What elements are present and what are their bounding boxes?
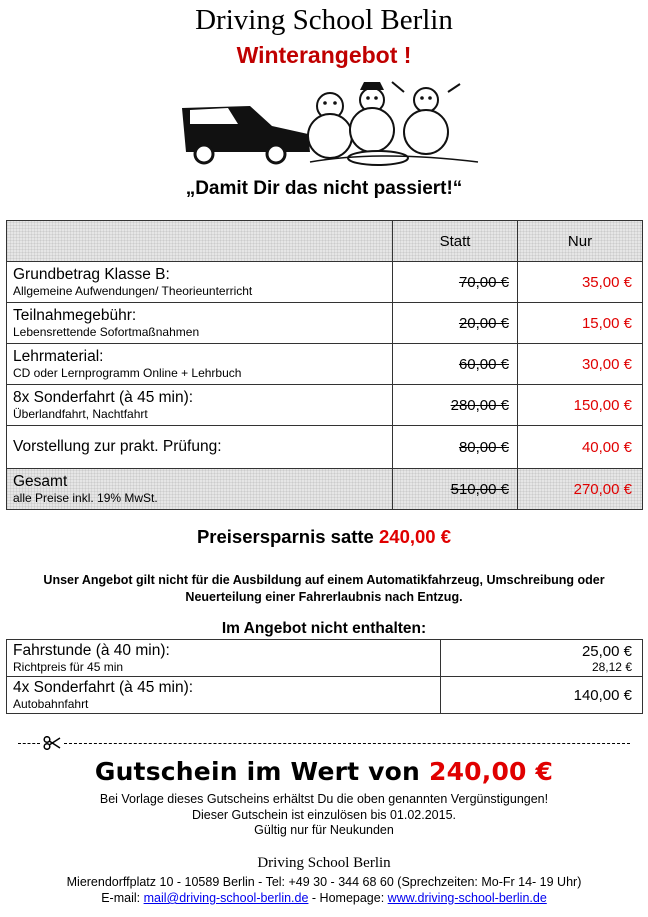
old-price: 280,00 €: [393, 385, 518, 426]
school-title: Driving School Berlin: [195, 4, 453, 36]
item-subtitle: Richtpreis für 45 min: [13, 659, 124, 674]
price-table: [6, 220, 643, 510]
offer-title: Winterangebot !: [236, 42, 412, 68]
item-subtitle: Lebensrettende Sofortmaßnahmen: [13, 324, 200, 339]
header-empty-cell: [7, 221, 393, 262]
voucher-line-1: Bei Vorlage dieses Gutscheins erhältst Du die oben genannten Vergünstigungen!: [99, 792, 549, 806]
voucher-line-2: Dieser Gutschein ist einzulösen bis 01.02.2015.: [191, 807, 457, 822]
savings-label: Preisersparnis satte: [196, 526, 374, 547]
cut-dash-long: [64, 743, 630, 744]
table-row: [7, 385, 643, 426]
cut-line: [18, 736, 630, 750]
new-price: 30,00 €: [518, 344, 643, 385]
footer-address: Mierendorffplatz 10 - 10589 Berlin - Tel: +49 30 - 344 68 60 (Sprechzeiten: Mo-Fr 14- 19 Uhr): [66, 875, 582, 889]
new-price: 150,00 €: [518, 385, 643, 426]
homepage-label: - Homepage:: [311, 891, 385, 905]
table-row: [7, 640, 643, 677]
email-link[interactable]: mail@driving-school-berlin.de: [143, 891, 309, 905]
item-title: 4x Sonderfahrt (à 45 min):: [13, 678, 194, 696]
email-label: E-mail:: [101, 891, 141, 905]
item-title: Fahrstunde (à 40 min):: [13, 641, 170, 659]
table-row: [7, 303, 643, 344]
total-title: Gesamt: [13, 472, 68, 490]
voucher-line-3: Gültig nur für Neukunden: [254, 823, 394, 837]
item-title: Grundbetrag Klasse B:: [13, 265, 170, 283]
column-statt: Statt: [393, 221, 518, 262]
table-row: [7, 262, 643, 303]
homepage-link[interactable]: www.driving-school-berlin.de: [387, 891, 547, 905]
table-row: [7, 677, 643, 714]
footer-contact: [0, 874, 648, 906]
voucher-text: [0, 792, 648, 839]
total-subtitle: alle Preise inkl. 19% MwSt.: [13, 490, 158, 505]
total-new-price: 270,00 €: [518, 469, 643, 510]
new-price: 15,00 €: [518, 303, 643, 344]
total-old-price: 510,00 €: [393, 469, 518, 510]
table-row: [7, 344, 643, 385]
savings-line: [0, 526, 648, 548]
item-subtitle: CD oder Lernprogramm Online + Lehrbuch: [13, 365, 242, 380]
item-price: 25,00 €: [581, 642, 632, 660]
old-price: 70,00 €: [393, 262, 518, 303]
new-price: 40,00 €: [518, 426, 643, 469]
item-title: Teilnahmegebühr:: [13, 306, 137, 324]
item-price: 140,00 €: [441, 677, 643, 714]
footer-links: [0, 890, 648, 906]
item-subtitle: Autobahnfahrt: [13, 696, 89, 711]
not-included-heading: Im Angebot nicht enthalten:: [221, 620, 427, 637]
not-included-table: [6, 639, 643, 714]
savings-amount: 240,00 €: [379, 526, 452, 547]
voucher-title: [0, 757, 648, 786]
column-nur: Nur: [518, 221, 643, 262]
old-price: 80,00 €: [393, 426, 518, 469]
cut-dash-short: [18, 743, 40, 744]
offer-notice: [0, 572, 648, 606]
slogan: „Damit Dir das nicht passiert!“: [185, 178, 463, 199]
item-price-sub: 28,12 €: [591, 659, 632, 674]
item-subtitle: Allgemeine Aufwendungen/ Theorieunterricht: [13, 283, 253, 298]
notice-line-2: Neuerteilung einer Fahrerlaubnis nach Entzug.: [185, 590, 463, 604]
voucher-amount: 240,00 €: [428, 757, 554, 786]
new-price: 35,00 €: [518, 262, 643, 303]
total-row: [7, 469, 643, 510]
scissors-icon: [43, 736, 61, 750]
price-table-header: [7, 221, 643, 262]
item-subtitle: Überlandfahrt, Nachtfahrt: [13, 406, 148, 421]
voucher-label: Gutschein im Wert von: [94, 757, 421, 786]
table-row: [7, 426, 643, 469]
footer-school-name: Driving School Berlin: [257, 855, 391, 871]
item-title: Vorstellung zur prakt. Prüfung:: [13, 438, 222, 455]
item-title: 8x Sonderfahrt (à 45 min):: [13, 388, 194, 406]
item-title: Lehrmaterial:: [13, 347, 104, 365]
notice-line-1: Unser Angebot gilt nicht für die Ausbildung auf einem Automatikfahrzeug, Umschreibung oder: [43, 573, 605, 587]
old-price: 20,00 €: [393, 303, 518, 344]
old-price: 60,00 €: [393, 344, 518, 385]
car-and-snowmen-illustration: [180, 78, 480, 170]
